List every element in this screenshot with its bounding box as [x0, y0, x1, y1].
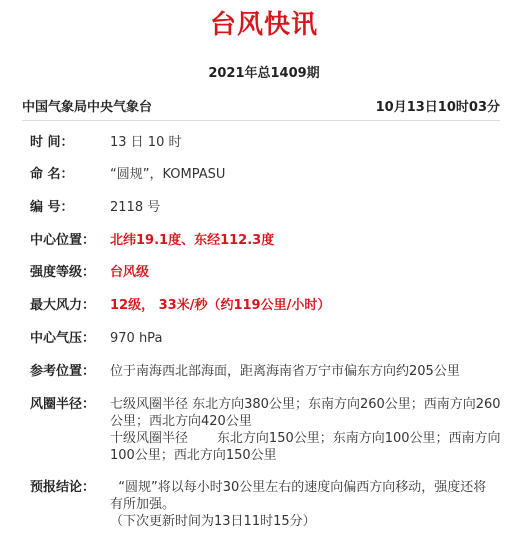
row-label: 预报结论： — [30, 480, 96, 495]
row-label: 最大风力： — [30, 298, 96, 313]
row-value: 13 日 10 时 — [110, 135, 182, 150]
row-label: 命 名： — [30, 167, 74, 182]
row-label: 时 间： — [30, 135, 74, 150]
issue-time: 10月13日10时03分 — [375, 100, 500, 115]
next-update-line: （下次更新时间为13日11时15分） — [110, 514, 316, 529]
row-label: 中心气压： — [30, 331, 96, 346]
row-label: 强度等级： — [30, 265, 96, 280]
row-label: 参考位置： — [30, 364, 96, 379]
row-value: 12级， 33米/秒（约119公里/小时） — [110, 298, 331, 313]
wind-radius-line: 100公里；西北方向150公里 — [110, 448, 277, 463]
divider — [22, 120, 500, 121]
bulletin-title: 台风快讯 — [209, 10, 318, 40]
forecast-line: 有所加强。 — [110, 497, 176, 512]
row-value: 台风级 — [110, 265, 150, 280]
issuing-agency: 中国气象局中央气象台 — [22, 100, 153, 115]
row-label: 编 号： — [30, 200, 74, 215]
row-value: 位于南海西北部海面，距离海南省万宁市偏东方向约205公里 — [110, 364, 460, 379]
row-value: 2118 号 — [110, 200, 161, 215]
row-value: 970 hPa — [110, 331, 163, 346]
wind-radius-line: 七级风圈半径 东北方向380公里；东南方向260公里；西南方向260 — [110, 397, 501, 412]
row-label: 中心位置： — [30, 233, 96, 248]
forecast-line: “圆规”将以每小时30公里左右的速度向偏西方向移动，强度还将 — [110, 480, 487, 495]
row-value: “圆规”，KOMPASU — [110, 167, 226, 182]
wind-radius-line: 十级风圈半径 东北方向150公里；东南方向100公里；西南方向 — [110, 431, 501, 446]
row-value — [110, 479, 504, 530]
row-label: 风圈半径： — [30, 397, 96, 412]
wind-radius-line: 公里；西北方向420公里 — [110, 414, 252, 429]
issue-number: 2021年总1409期 — [208, 66, 320, 81]
row-value — [110, 396, 504, 464]
row-value: 北纬19.1度、东经112.3度 — [110, 233, 275, 248]
